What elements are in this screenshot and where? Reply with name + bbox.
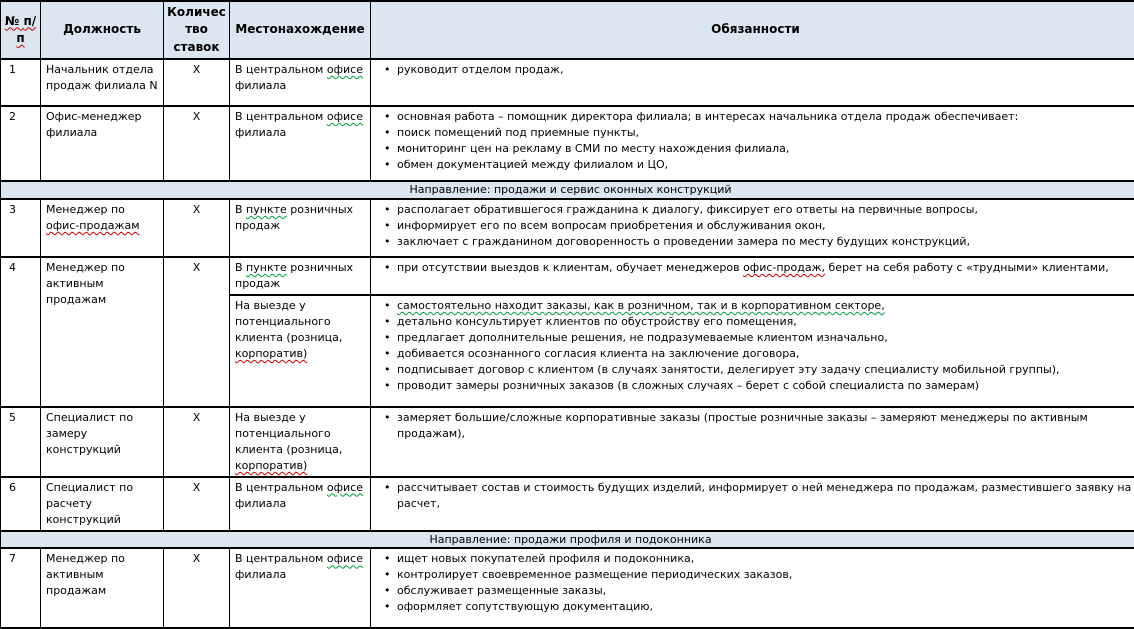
duty-item: [373, 218, 1132, 234]
cell-position: [41, 548, 164, 628]
cell-num: 3: [1, 199, 41, 257]
duty-item: [373, 234, 1132, 250]
cell-duties: [371, 199, 1134, 257]
cell-duties: [371, 407, 1134, 477]
text-segment: На выезде у потенциального клиента (розница,: [235, 299, 342, 344]
text-segment: обслуживает размещенные заказы,: [397, 584, 606, 597]
spellcheck-underlined-text: офисе: [327, 552, 363, 565]
text-segment: обмен документацией между филиалом и ЦО,: [397, 158, 668, 171]
text-segment: заключает с гражданином договоренность о проведении замера по месту будущих конструкций,: [397, 235, 970, 248]
text-segment: при отсутствии выездов к клиентам, обучает менеджеров: [397, 261, 743, 274]
text-segment: розничных продаж: [235, 261, 353, 290]
text-segment: добивается осознанного согласия клиента на заключение договора,: [397, 347, 799, 360]
text-segment: информирует его по всем вопросам приобретения и обслуживания окон,: [397, 219, 826, 232]
text-segment: розничных продаж: [235, 203, 353, 232]
text-segment: проводит замеры розничных заказов (в сложных случаях – берет с собой специалиста по замерам): [397, 379, 979, 392]
col-header-duties: Обязанности: [371, 1, 1134, 59]
text-segment: берет на себя работу с «трудными» клиентами,: [825, 261, 1109, 274]
cell-rates: X: [164, 477, 230, 531]
text-segment: Менеджер по: [46, 203, 125, 216]
text-segment: В: [235, 261, 246, 274]
spellcheck-underlined-text: п/п: [16, 14, 36, 45]
text-segment: поиск помещений под приемные пункты,: [397, 126, 639, 139]
cell-num: 7: [1, 548, 41, 628]
text-segment: Начальник отдела продаж филиала N: [46, 63, 158, 92]
text-segment: Менеджер по активным продажам: [46, 261, 125, 306]
duty-item: [373, 125, 1132, 141]
duty-item: [373, 567, 1132, 583]
cell-rates: X: [164, 106, 230, 181]
duty-item: [373, 314, 1132, 330]
text-segment: предлагает дополнительные решения, не подразумеваемые клиентом изначально,: [397, 331, 888, 344]
table-row-1: [1, 59, 1134, 106]
table-row-7: [1, 548, 1134, 628]
text-segment: В центральном: [235, 552, 327, 565]
cell-location: [230, 407, 371, 477]
duty-item: [373, 346, 1132, 362]
cell-location-a: [230, 257, 371, 295]
spellcheck-underlined-text: самостоятельно находит заказы, как в розничном, так и в корпоративном секторе,: [397, 299, 885, 312]
spellcheck-underlined-text: офис-продаж,: [743, 261, 825, 274]
table-row-2: [1, 106, 1134, 181]
col-header-rates: Количество ставок: [164, 1, 230, 59]
text-segment: В: [235, 203, 246, 216]
col-header-position: Должность: [41, 1, 164, 59]
text-segment: руководит отделом продаж,: [397, 63, 563, 76]
cell-rates: X: [164, 199, 230, 257]
cell-rates: X: [164, 548, 230, 628]
cell-location: [230, 477, 371, 531]
cell-duties: [371, 548, 1134, 628]
cell-location-b: [230, 295, 371, 407]
cell-position: [41, 106, 164, 181]
duty-item: [373, 260, 1132, 276]
spellcheck-underlined-text: офисе: [327, 110, 363, 123]
text-segment: На выезде у потенциального клиента (розница,: [235, 411, 342, 456]
cell-location: [230, 548, 371, 628]
duty-item: [373, 599, 1132, 615]
duty-item: [373, 410, 1132, 442]
cell-position: [41, 199, 164, 257]
text-segment: Специалист по замеру конструкций: [46, 411, 133, 456]
spellcheck-underlined-text: офисе: [327, 481, 363, 494]
header-row: [1, 1, 1134, 59]
duty-item: [373, 298, 1132, 314]
cell-position: [41, 477, 164, 531]
text-segment: ищет новых покупателей профиля и подоконника,: [397, 552, 694, 565]
spellcheck-underlined-text: корпоратив): [235, 347, 307, 360]
duty-item: [373, 362, 1132, 378]
section-row-profile: [1, 531, 1134, 549]
cell-num: 5: [1, 407, 41, 477]
col-header-location: Местонахождение: [230, 1, 371, 59]
table-row-3: [1, 199, 1134, 257]
cell-position: [41, 257, 164, 407]
spellcheck-underlined-text: пункте: [246, 203, 287, 216]
duty-item: [373, 109, 1132, 125]
text-segment: оформляет сопутствующую документацию,: [397, 600, 653, 613]
text-segment: детально консультирует клиентов по обустройству его помещения,: [397, 315, 797, 328]
cell-duties-a: [371, 257, 1134, 295]
section-row-windows: [1, 181, 1134, 199]
duty-item: [373, 157, 1132, 173]
cell-num: 4: [1, 257, 41, 407]
cell-location: [230, 59, 371, 106]
text-segment: мониторинг цен на рекламу в СМИ по месту нахождения филиала,: [397, 142, 789, 155]
cell-duties-b: [371, 295, 1134, 407]
spellcheck-underlined-text: офис-продажам: [46, 219, 140, 232]
cell-location: [230, 106, 371, 181]
text-segment: филиала: [235, 79, 286, 92]
col-header-num: [1, 1, 41, 59]
text-segment: В центральном: [235, 110, 327, 123]
cell-num: 2: [1, 106, 41, 181]
text-segment: филиала: [235, 568, 286, 581]
cell-rates: X: [164, 407, 230, 477]
duty-item: [373, 62, 1132, 78]
text-segment: В центральном: [235, 481, 327, 494]
cell-duties: [371, 59, 1134, 106]
text-segment: Специалист по расчету конструкций: [46, 481, 133, 526]
text-segment: контролирует своевременное размещение периодических заказов,: [397, 568, 792, 581]
duty-item: [373, 202, 1132, 218]
cell-location: [230, 199, 371, 257]
duty-item: [373, 378, 1132, 394]
text-segment: рассчитывает состав и стоимость будущих изделий, информирует о ней менеджера по продажам, разместившего заявку на расчет,: [397, 481, 1131, 510]
duty-item: [373, 480, 1132, 512]
table-row-5: [1, 407, 1134, 477]
cell-rates: X: [164, 257, 230, 407]
text-segment: В центральном: [235, 63, 327, 76]
cell-num: 6: [1, 477, 41, 531]
table-row-4: [1, 257, 1134, 295]
section-title: Направление: продажи профиля и подоконника: [1, 531, 1134, 549]
section-title: Направление: продажи и сервис оконных конструкций: [1, 181, 1134, 199]
cell-duties: [371, 106, 1134, 181]
spellcheck-underlined-text: №: [5, 14, 24, 28]
spellcheck-underlined-text: корпоратив): [235, 459, 307, 472]
text-segment: располагает обратившегося гражданина к диалогу, фиксирует его ответы на первичные вопросы,: [397, 203, 978, 216]
text-segment: Менеджер по активным продажам: [46, 552, 125, 597]
table-row-6: [1, 477, 1134, 531]
cell-rates: X: [164, 59, 230, 106]
cell-position: [41, 59, 164, 106]
spellcheck-underlined-text: пункте: [246, 261, 287, 274]
cell-num: 1: [1, 59, 41, 106]
text-segment: Офис-менеджер филиала: [46, 110, 142, 139]
text-segment: филиала: [235, 126, 286, 139]
duty-item: [373, 330, 1132, 346]
cell-duties: [371, 477, 1134, 531]
text-segment: подписывает договор с клиентом (в случаях занятости, делегирует эту задачу специалисту мобильной группы),: [397, 363, 1060, 376]
cell-position: [41, 407, 164, 477]
text-segment: филиала: [235, 497, 286, 510]
text-segment: основная работа – помощник директора филиала; в интересах начальника отдела продаж обеспечивает:: [397, 110, 1018, 123]
text-segment: замеряет большие/сложные корпоративные заказы (простые розничные заказы – замеряют менеджеры по активным продажам),: [397, 411, 1088, 440]
spellcheck-underlined-text: офисе: [327, 63, 363, 76]
duty-item: [373, 141, 1132, 157]
duty-item: [373, 551, 1132, 567]
